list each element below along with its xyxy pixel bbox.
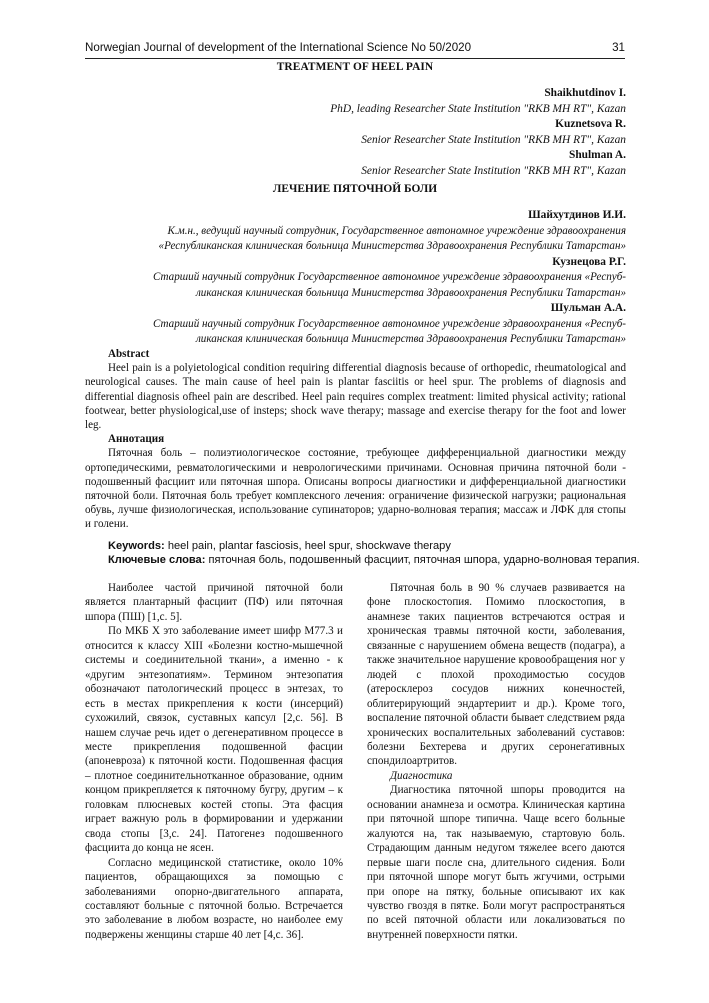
abstract-text-ru: Пяточная боль – полиэтиологическое состояние, требующее дифференциальной диагностики между ортопедическими, ревматологическими и неврологическими причинами. Основная причина пяточной боли - подошвенный фасциит или пяточная шпора. Описаны вопросы диагностики и дифференциальной диагностики пяточной боли. Пяточная боль требует комплексного лечения: ограничение физической нагрузки; рациональная обувь, лучше физиологическая, использование супинаторов; ударно-волновая терапия; массаж и ЛФК для стопы и голени. (85, 447, 626, 531)
author-name: Shaikhutdinov I. (544, 87, 626, 99)
author-affiliation: Старший научный сотрудник Государственное автономное учреждение здравоохранения «Респуб- (152, 317, 626, 330)
author-affiliation: ликанская клиническая больница Министерства Здравоохранения Республики Татарстан» (195, 333, 626, 345)
body-paragraph: Диагностика пяточной шпоры проводится на основании анамнеза и осмотра. Клиническая картина при пяточной шпоре типична. Чаще всего больные жалуются на, так называемую, стартовую боль. Страдающим данным недугом тяжелее всего даются первые шаги после сна, длительного сидения. Боли при пяточной шпоре могут быть жгучими, острыми при опоре на пятку, больные описывают их как чувство гвоздя в пятке. Боли могут распространяться по всей пяточной области или локализоваться по внутренней поверхности пятки. (367, 784, 625, 941)
author-affiliation: ликанская клиническая больница Министерства Здравоохранения Республики Татарстан» (195, 286, 626, 299)
section-subheading: Диагностика (390, 769, 453, 782)
author-affiliation: Senior Researcher State Institution "RKB MH RT", Kazan (361, 133, 626, 146)
body-paragraph: Пяточная боль в 90 % случаев развивается на фоне плоскостопия. Помимо плоскостопия, в анамнезе таких пациентов встречаются острая и хроническая травмы пяточной кости, заболевания, связанные с нарушением обмена веществ (подагра), а также значительное нарушение кровообращения ног у людей с плохой проходимостью сосудов (атеросклероз сосудов нижних конечностей, облитерирующий эндартериит и др.). Кроме того, воспаление пяточной области бывает следствием ряда хронических воспалительных заболеваний суставов: болезни Бехтерева и других серонегативных спондилоартритов. (367, 582, 625, 768)
body-paragraph: По МКБ X это заболевание имеет шифр M77.3 и относится к классу XIII «Болезни костно-мышечной системы и соединительной ткани», а именно - к «другим энтезопатиям». Термином энтезопатия обозначают патологический процесс в энтезах, то есть в местах прикрепления к кости (инсерций) сухожилий, связок, суставных капсул [2,с. 56]. В нашем случае речь идет о дегенеративном процессе в месте прикрепления подошвенной фасции (апоневроза) к пяточной кости. Подошвенная фасция – плотное соединительнотканное образование, одним концом прикрепляется к пяточному бугру, другим – к головкам плюсневых костей стопы. Эта фасция играет важную роль в формировании и удержании свода стопы [3,с. 24]. Патогенез подошвенного фасциита до конца не ясен. (85, 625, 343, 855)
author-affiliation: PhD, leading Researcher State Institution "RKB MH RT", Kazan (330, 102, 626, 115)
author-affiliation: Senior Researcher State Institution "RKB MH RT", Kazan (361, 164, 626, 177)
keywords-en (85, 539, 626, 553)
running-header (85, 40, 625, 59)
keywords-ru (85, 553, 640, 567)
authors-en (85, 86, 626, 179)
annotation-heading: Аннотация (108, 433, 165, 446)
article-title-ru: ЛЕЧЕНИЕ ПЯТОЧНОЙ БОЛИ (272, 183, 438, 195)
abstract-heading: Abstract (108, 348, 150, 360)
body-column-left (85, 581, 343, 942)
author-name: Шульман А.А. (550, 302, 626, 314)
body-paragraph: Наиболее частой причиной пяточной боли является плантарный фасциит (ПФ) или пяточная шпора (ПШ) [1,с. 5]. (85, 582, 343, 623)
article-title-en: TREATMENT OF HEEL PAIN (276, 61, 434, 73)
author-name: Шайхутдинов И.И. (528, 209, 626, 221)
author-name: Shulman A. (569, 149, 626, 161)
abstract-section (85, 347, 626, 532)
keywords-text: heel pain, plantar fasciosis, heel spur, shockwave therapy (167, 540, 451, 552)
author-affiliation: Старший научный сотрудник Государственное автономное учреждение здравоохранения «Респуб- (152, 271, 626, 283)
keywords-label: Keywords: (108, 540, 165, 552)
body-paragraph: Согласно медицинской статистике, около 10% пациентов, обращающихся за помощью с заболеваниями опорно-двигательного аппарата, составляют больные с пяточной болью. Встречается это заболевание в любом возрасте, но наиболее ему подвержены женщины старше 40 лет [4,с. 36]. (85, 856, 343, 941)
keywords-label: Ключевые слова: (108, 554, 206, 567)
author-name: Кузнецова Р.Г. (552, 255, 626, 268)
keywords-text: пяточная боль, подошвенный фасциит, пяточная шпора, ударно-волновая терапия. (208, 554, 640, 567)
author-name: Kuznetsova R. (555, 118, 626, 130)
authors-ru (85, 208, 626, 348)
journal-title: Norwegian Journal of development of the International Science No 50/2020 (85, 41, 472, 54)
body-column-right (367, 581, 625, 942)
author-affiliation: «Республиканская клиническая больница Министерства Здравоохранения Республики Татарстан» (158, 240, 626, 252)
keywords-section (85, 539, 640, 568)
page-number: 31 (612, 41, 625, 54)
author-affiliation: К.м.н., ведущий научный сотрудник, Государственное автономное учреждение здравоохранения (167, 224, 626, 237)
abstract-text-en: Heel pain is a polyietological condition requiring differential diagnosis because of orthopedic, rheumatological and neurological causes. The main cause of heel pain is plantar fasciitis or heel spur. The problems of diagnosis and differential diagnosis ofheel pain are described. Heel pain requires complex treatment: limited physical activity; rational footwear, better physiological,use of insteps; shock wave therapy; massage and exercise therapy for the foot and lower leg. (85, 362, 626, 432)
